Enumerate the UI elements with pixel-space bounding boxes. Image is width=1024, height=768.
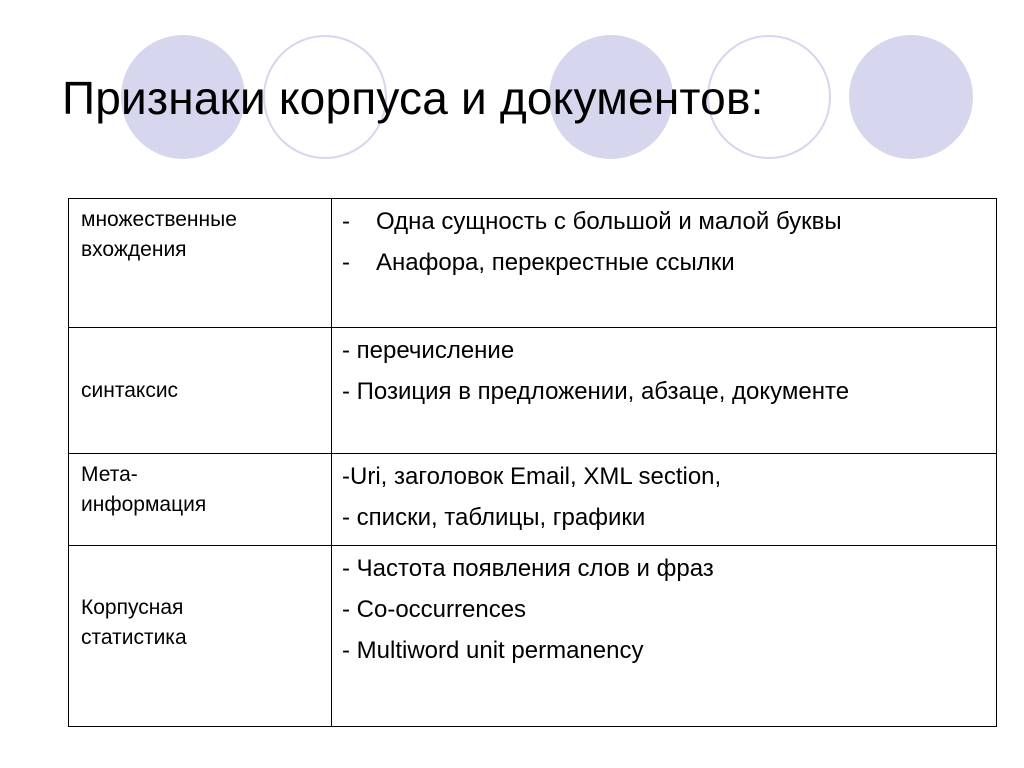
list-item	[342, 201, 986, 242]
table-row	[69, 199, 997, 328]
decorative-circle-filled	[849, 35, 973, 159]
dash-bullet: -	[342, 208, 350, 235]
list-item-text: - перечисление	[342, 337, 515, 364]
row-label	[69, 328, 332, 454]
list-item-text: -Uri, заголовок Email, XML section,	[342, 463, 722, 490]
row-label-line: информация	[81, 493, 207, 516]
row-values	[332, 199, 997, 328]
list-item	[342, 242, 986, 283]
row-label-line: множественные	[81, 208, 237, 231]
row-label-line: вхождения	[81, 238, 187, 261]
list-item-text: - Частота появления слов и фраз	[342, 555, 714, 582]
list-item-text: Одна сущность с большой и малой буквы	[376, 208, 842, 235]
row-label-line: Мета-	[81, 463, 138, 486]
table-row	[69, 454, 997, 546]
list-item-text: - списки, таблицы, графики	[342, 504, 646, 531]
row-label-line: синтаксис	[81, 378, 179, 402]
row-label	[69, 454, 332, 546]
features-table	[68, 198, 997, 727]
list-item-text: - Позиция в предложении, абзаце, документе	[342, 378, 850, 405]
row-label-line: Корпусная	[81, 596, 184, 619]
table-row	[69, 328, 997, 454]
list-item-text: - Co-occurrences	[342, 596, 527, 623]
row-label-line: статистика	[81, 626, 187, 649]
row-values	[332, 546, 997, 727]
row-label	[69, 199, 332, 328]
row-label	[69, 546, 332, 727]
list-item-text: - Multiword unit permanency	[342, 637, 644, 664]
row-values	[332, 454, 997, 546]
table-row	[69, 546, 997, 727]
row-values	[332, 328, 997, 454]
dash-bullet: -	[342, 249, 350, 276]
list-item-text: Анафора, перекрестные ссылки	[376, 249, 735, 276]
slide-title: Признаки корпуса и документов:	[62, 72, 764, 124]
